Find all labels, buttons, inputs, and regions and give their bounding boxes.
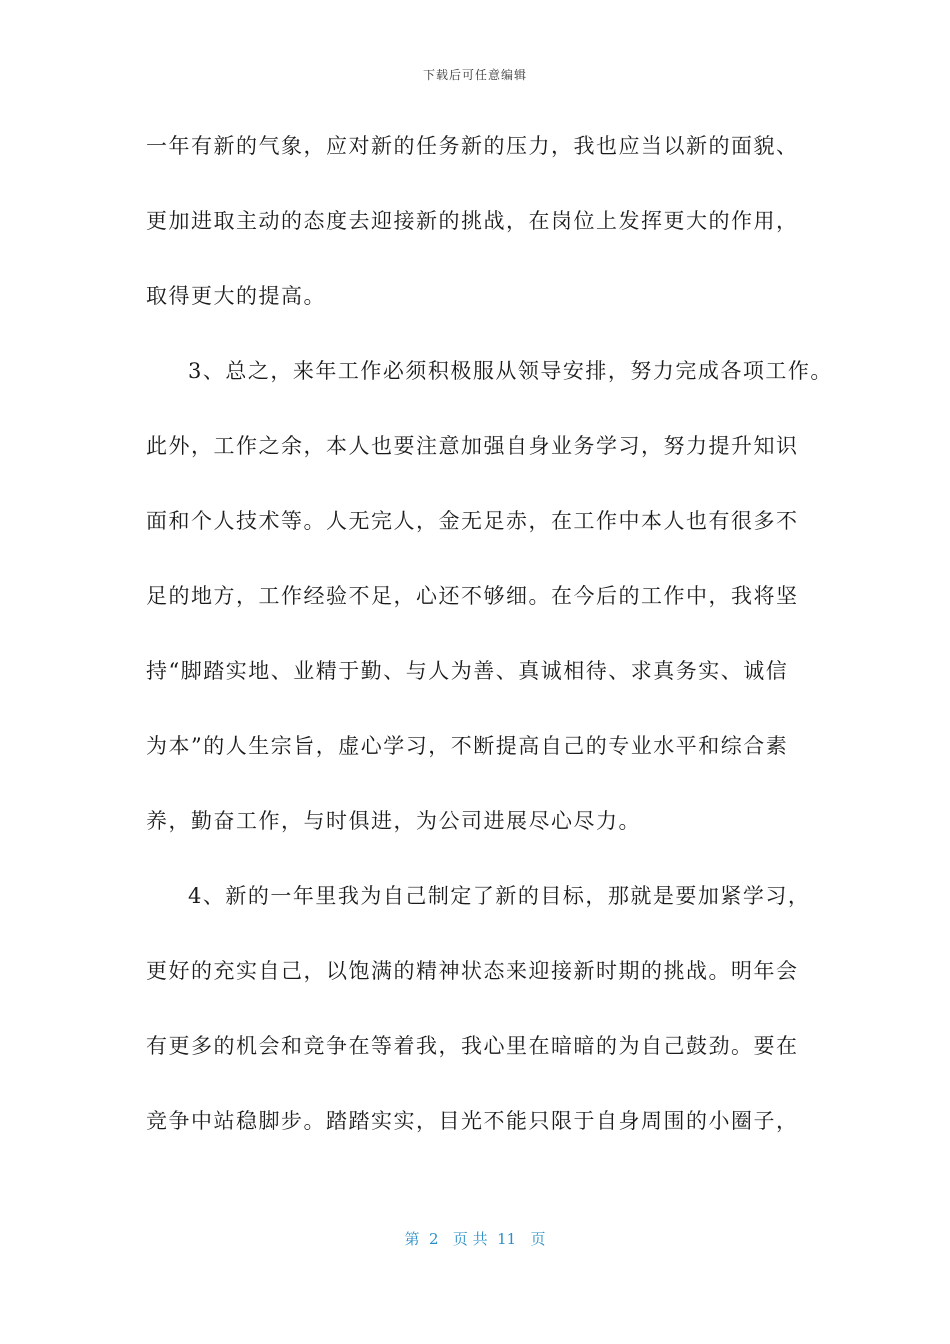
paragraph-line: 4、新的一年里我为自己制定了新的目标，那就是要加紧学习， bbox=[188, 884, 811, 908]
paragraph-line: 面和个人技术等。人无完人，金无足赤，在工作中本人也有很多不 bbox=[146, 509, 799, 533]
paragraph-line: 养，勤奋工作，与时俱进，为公司进展尽心尽力。 bbox=[146, 809, 641, 833]
paragraph-line: 为本”的人生宗旨，虚心学习，不断提高自己的专业水平和综合素 bbox=[146, 734, 789, 758]
page-header: 下载后可任意编辑 bbox=[422, 68, 527, 82]
paragraph-line: 3、总之，来年工作必须积极服从领导安排，努力完成各项工作。 bbox=[188, 359, 833, 383]
paragraph-line: 足的地方，工作经验不足，心还不够细。在今后的工作中，我将坚 bbox=[146, 584, 799, 608]
paragraph-line: 竞争中站稳脚步。踏踏实实，目光不能只限于自身周围的小圈子， bbox=[146, 1109, 799, 1133]
paragraph-line: 一年有新的气象，应对新的任务新的压力，我也应当以新的面貌、 bbox=[146, 134, 799, 158]
paragraph-line: 有更多的机会和竞争在等着我，我心里在暗暗的为自己鼓劲。要在 bbox=[146, 1034, 799, 1058]
paragraph-line: 取得更大的提高。 bbox=[146, 284, 326, 308]
page-number-footer: 第 2 页 共 11 页 bbox=[404, 1230, 546, 1248]
paragraph-line: 更加进取主动的态度去迎接新的挑战，在岗位上发挥更大的作用， bbox=[146, 209, 799, 233]
paragraph-line: 持“脚踏实地、业精于勤、与人为善、真诚相待、求真务实、诚信 bbox=[146, 659, 789, 683]
paragraph-line: 更好的充实自己，以饱满的精神状态来迎接新时期的挑战。明年会 bbox=[146, 959, 799, 983]
paragraph-line: 此外，工作之余，本人也要注意加强自身业务学习，努力提升知识 bbox=[146, 434, 799, 458]
